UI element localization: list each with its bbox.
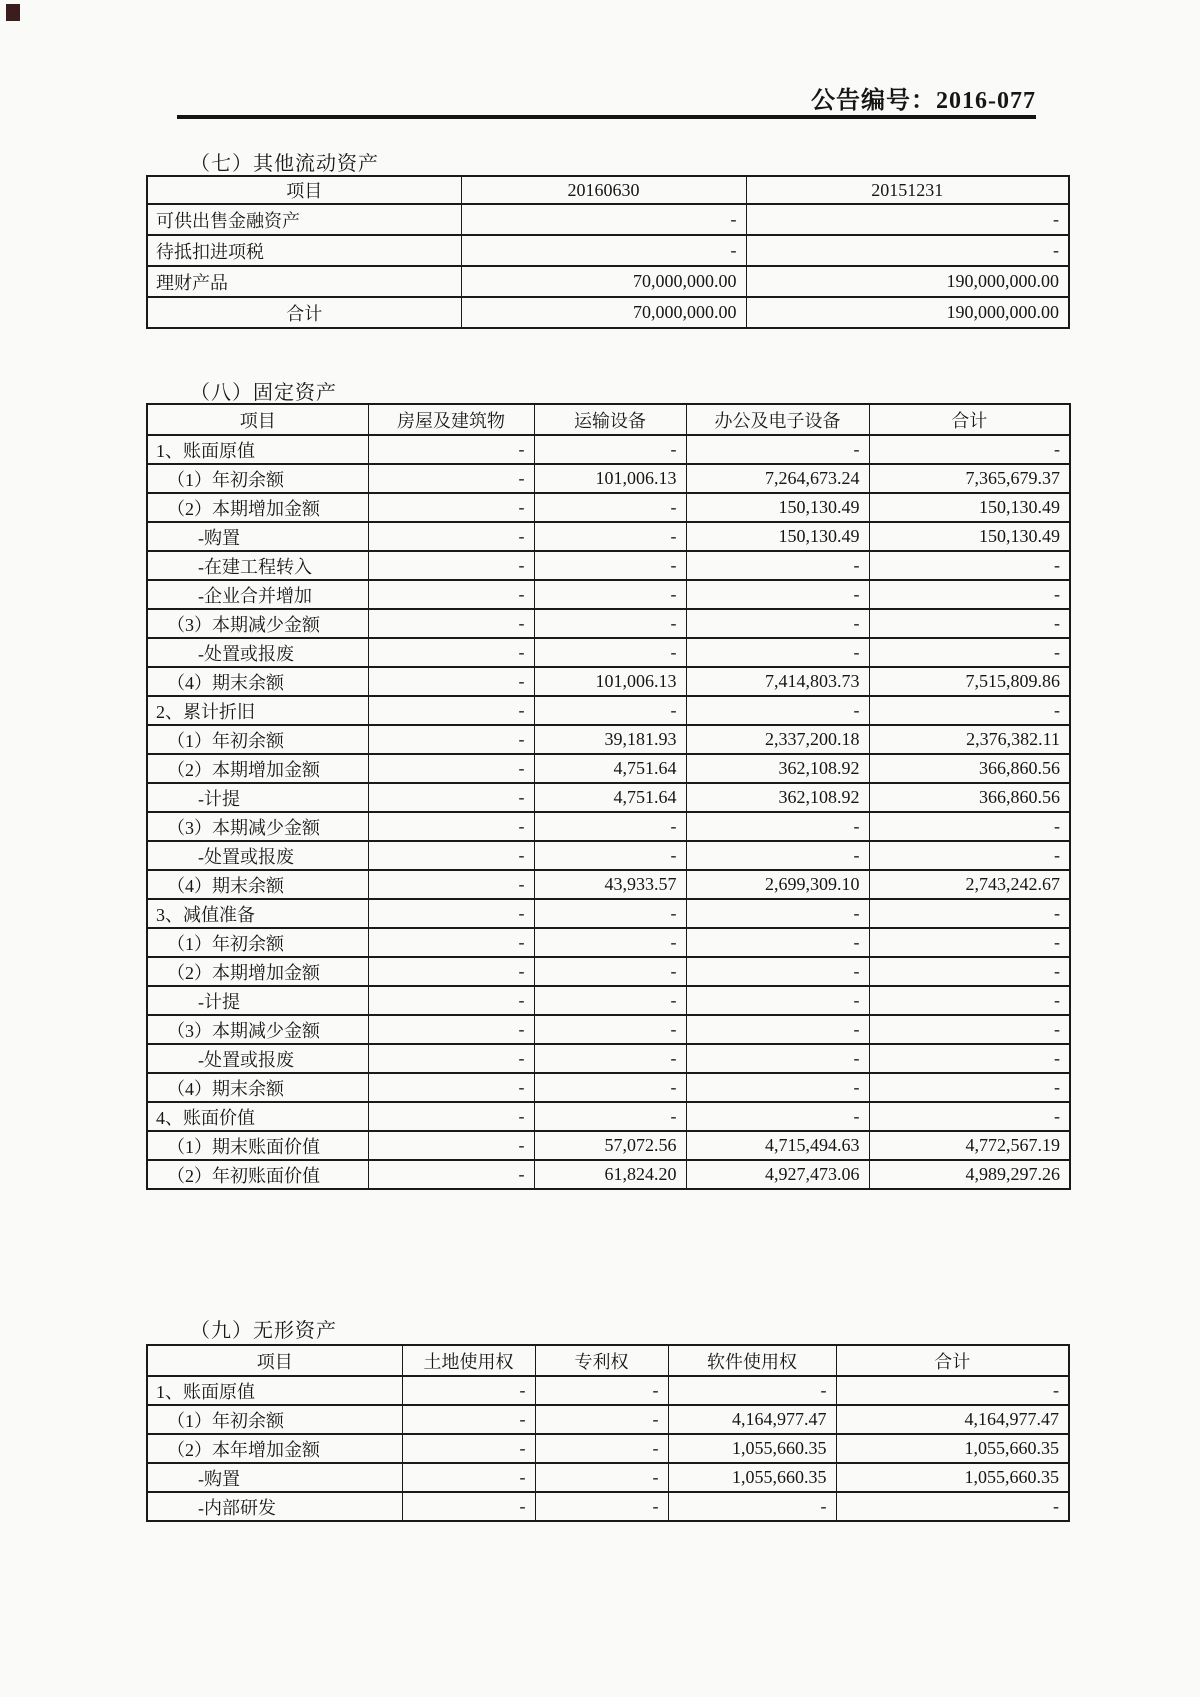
section-title-intangible-assets: （九）无形资产 [190, 1320, 337, 1342]
table-row [147, 609, 1070, 638]
row-label: -计提 [147, 986, 368, 1015]
section-title-other-current-assets: （七）其他流动资产 [190, 153, 379, 175]
cell-value: - [368, 580, 534, 609]
table-row [147, 522, 1070, 551]
cell-value: 190,000,000.00 [746, 266, 1069, 297]
cell-value: - [368, 986, 534, 1015]
cell-value: - [534, 1015, 686, 1044]
cell-value: - [686, 696, 869, 725]
table-row [147, 297, 1069, 328]
cell-value: - [534, 522, 686, 551]
cell-value: - [534, 812, 686, 841]
row-label: 3、减值准备 [147, 899, 368, 928]
row-label: -购置 [147, 522, 368, 551]
cell-value: 4,989,297.26 [869, 1160, 1070, 1189]
row-label: （2）本期增加金额 [147, 957, 368, 986]
row-label: （4）期末余额 [147, 1073, 368, 1102]
column-header: 软件使用权 [668, 1345, 836, 1376]
column-header: 房屋及建筑物 [368, 404, 534, 435]
cell-value: 4,164,977.47 [668, 1405, 836, 1434]
cell-value: - [368, 667, 534, 696]
cell-value: - [534, 986, 686, 1015]
row-label: 2、累计折旧 [147, 696, 368, 725]
cell-value: - [686, 986, 869, 1015]
fixed-assets-table [146, 403, 1071, 1190]
cell-value: - [535, 1434, 668, 1463]
row-label: -处置或报废 [147, 1044, 368, 1073]
cell-value: - [869, 841, 1070, 870]
cell-value: 366,860.56 [869, 783, 1070, 812]
cell-value: 4,927,473.06 [686, 1160, 869, 1189]
cell-value: - [368, 1102, 534, 1131]
table-row [147, 870, 1070, 899]
cell-value: 4,772,567.19 [869, 1131, 1070, 1160]
notice-number: 公告编号：2016-077 [811, 88, 1036, 114]
cell-value: - [368, 957, 534, 986]
table-row [147, 1073, 1070, 1102]
header-row [147, 176, 1069, 204]
cell-value: - [534, 1073, 686, 1102]
row-label: （1）期末账面价值 [147, 1131, 368, 1160]
cell-value: - [368, 812, 534, 841]
cell-value: 362,108.92 [686, 754, 869, 783]
cell-value: - [534, 638, 686, 667]
cell-value: - [368, 435, 534, 464]
cell-value: 150,130.49 [869, 522, 1070, 551]
cell-value: 7,264,673.24 [686, 464, 869, 493]
cell-value: 4,715,494.63 [686, 1131, 869, 1160]
cell-value: 101,006.13 [534, 464, 686, 493]
cell-value: - [368, 841, 534, 870]
cell-value: - [534, 841, 686, 870]
cell-value: - [686, 435, 869, 464]
row-label: （4）期末余额 [147, 870, 368, 899]
cell-value: - [686, 1102, 869, 1131]
cell-value: - [869, 928, 1070, 957]
cell-value: - [836, 1492, 1069, 1521]
row-label: （3）本期减少金额 [147, 812, 368, 841]
cell-value: - [368, 899, 534, 928]
table-row [147, 1492, 1069, 1521]
cell-value: - [368, 870, 534, 899]
cell-value: - [686, 928, 869, 957]
cell-value: - [402, 1405, 535, 1434]
row-label: -内部研发 [147, 1492, 402, 1521]
cell-value: - [869, 1015, 1070, 1044]
cell-value: - [836, 1376, 1069, 1405]
cell-value: - [535, 1405, 668, 1434]
cell-value: - [686, 812, 869, 841]
cell-value: 70,000,000.00 [461, 297, 746, 328]
table-row [147, 1160, 1070, 1189]
cell-value: - [534, 696, 686, 725]
cell-value: - [402, 1376, 535, 1405]
cell-value: 1,055,660.35 [836, 1434, 1069, 1463]
cell-value: - [534, 957, 686, 986]
table-row [147, 783, 1070, 812]
cell-value: 7,515,809.86 [869, 667, 1070, 696]
section-title-fixed-assets: （八）固定资产 [190, 382, 337, 404]
cell-value: - [368, 725, 534, 754]
cell-value: - [869, 638, 1070, 667]
row-label: -计提 [147, 783, 368, 812]
cell-value: - [534, 609, 686, 638]
cell-value: - [869, 986, 1070, 1015]
table-row [147, 638, 1070, 667]
table-row [147, 899, 1070, 928]
column-header: 20151231 [746, 176, 1069, 204]
cell-value: 4,164,977.47 [836, 1405, 1069, 1434]
intangible-assets-table [146, 1344, 1070, 1522]
cell-value: - [686, 638, 869, 667]
table-row [147, 725, 1070, 754]
table-row [147, 551, 1070, 580]
table-row [147, 1405, 1069, 1434]
table-row [147, 1131, 1070, 1160]
cell-value: - [534, 899, 686, 928]
cell-value: - [869, 1044, 1070, 1073]
table-row [147, 1434, 1069, 1463]
cell-value: 2,376,382.11 [869, 725, 1070, 754]
table-row [147, 957, 1070, 986]
row-label: （1）年初余额 [147, 725, 368, 754]
cell-value: 1,055,660.35 [836, 1463, 1069, 1492]
cell-value: - [869, 551, 1070, 580]
row-label: （1）年初余额 [147, 464, 368, 493]
cell-value: - [746, 235, 1069, 266]
cell-value: 190,000,000.00 [746, 297, 1069, 328]
table-row [147, 986, 1070, 1015]
cell-value: - [535, 1463, 668, 1492]
cell-value: 2,699,309.10 [686, 870, 869, 899]
cell-value: - [686, 899, 869, 928]
table-row [147, 204, 1069, 235]
table-row [147, 928, 1070, 957]
cell-value: - [535, 1492, 668, 1521]
row-label: 理财产品 [147, 266, 461, 297]
row-label: -处置或报废 [147, 638, 368, 667]
cell-value: - [534, 928, 686, 957]
cell-value: - [686, 957, 869, 986]
row-label: 1、账面原值 [147, 1376, 402, 1405]
table-row [147, 464, 1070, 493]
column-header: 项目 [147, 1345, 402, 1376]
table-row [147, 1376, 1069, 1405]
table-row [147, 493, 1070, 522]
cell-value: 366,860.56 [869, 754, 1070, 783]
cell-value: - [368, 696, 534, 725]
cell-value: 1,055,660.35 [668, 1434, 836, 1463]
table-row [147, 1102, 1070, 1131]
cell-value: 4,751.64 [534, 754, 686, 783]
cell-value: - [686, 609, 869, 638]
cell-value: - [686, 841, 869, 870]
cell-value: 150,130.49 [869, 493, 1070, 522]
row-label: 1、账面原值 [147, 435, 368, 464]
column-header: 合计 [836, 1345, 1069, 1376]
header-row [147, 404, 1070, 435]
cell-value: - [869, 609, 1070, 638]
row-label: 待抵扣进项税 [147, 235, 461, 266]
cell-value: 57,072.56 [534, 1131, 686, 1160]
cell-value: - [368, 551, 534, 580]
cell-value: 362,108.92 [686, 783, 869, 812]
other-current-assets-table [146, 175, 1070, 329]
cell-value: 61,824.20 [534, 1160, 686, 1189]
column-header: 运输设备 [534, 404, 686, 435]
table-row [147, 812, 1070, 841]
table-row [147, 841, 1070, 870]
row-label: （2）本期增加金额 [147, 493, 368, 522]
row-label: -购置 [147, 1463, 402, 1492]
row-label: -处置或报废 [147, 841, 368, 870]
row-label: （3）本期减少金额 [147, 609, 368, 638]
cell-value: - [368, 638, 534, 667]
table-row [147, 667, 1070, 696]
cell-value: - [686, 1073, 869, 1102]
cell-value: - [402, 1434, 535, 1463]
table-row [147, 1015, 1070, 1044]
cell-value: - [869, 696, 1070, 725]
table-row [147, 435, 1070, 464]
row-label: （1）年初余额 [147, 928, 368, 957]
column-header: 合计 [869, 404, 1070, 435]
cell-value: - [869, 435, 1070, 464]
table-row [147, 266, 1069, 297]
cell-value: - [368, 493, 534, 522]
row-label: （4）期末余额 [147, 667, 368, 696]
cell-value: - [402, 1463, 535, 1492]
cell-value: - [869, 812, 1070, 841]
cell-value: 2,743,242.67 [869, 870, 1070, 899]
column-header: 项目 [147, 176, 461, 204]
table-row [147, 696, 1070, 725]
cell-value: - [368, 754, 534, 783]
column-header: 办公及电子设备 [686, 404, 869, 435]
row-label: -企业合并增加 [147, 580, 368, 609]
cell-value: - [535, 1376, 668, 1405]
column-header: 20160630 [461, 176, 746, 204]
table-row [147, 754, 1070, 783]
column-header: 专利权 [535, 1345, 668, 1376]
table-row [147, 235, 1069, 266]
cell-value: 2,337,200.18 [686, 725, 869, 754]
cell-value: - [534, 1044, 686, 1073]
cell-value: 1,055,660.35 [668, 1463, 836, 1492]
row-label: 合计 [147, 297, 461, 328]
cell-value: - [534, 580, 686, 609]
header-rule [177, 115, 1036, 119]
cell-value: 150,130.49 [686, 493, 869, 522]
cell-value: - [668, 1492, 836, 1521]
header-row [147, 1345, 1069, 1376]
cell-value: 7,365,679.37 [869, 464, 1070, 493]
cell-value: - [686, 1015, 869, 1044]
column-header: 项目 [147, 404, 368, 435]
row-label: -在建工程转入 [147, 551, 368, 580]
cell-value: - [534, 1102, 686, 1131]
row-label: （3）本期减少金额 [147, 1015, 368, 1044]
cell-value: - [368, 1131, 534, 1160]
cell-value: - [534, 551, 686, 580]
cell-value: - [686, 551, 869, 580]
table-row [147, 1044, 1070, 1073]
cell-value: - [534, 493, 686, 522]
scan-artifact [6, 4, 20, 21]
cell-value: 70,000,000.00 [461, 266, 746, 297]
cell-value: 7,414,803.73 [686, 667, 869, 696]
row-label: 可供出售金融资产 [147, 204, 461, 235]
cell-value: 101,006.13 [534, 667, 686, 696]
table-row [147, 1463, 1069, 1492]
row-label: （2）本期增加金额 [147, 754, 368, 783]
cell-value: - [368, 522, 534, 551]
cell-value: 4,751.64 [534, 783, 686, 812]
cell-value: - [746, 204, 1069, 235]
cell-value: - [368, 464, 534, 493]
row-label: （1）年初余额 [147, 1405, 402, 1434]
cell-value: - [368, 1073, 534, 1102]
cell-value: - [686, 580, 869, 609]
cell-value: - [869, 899, 1070, 928]
row-label: 4、账面价值 [147, 1102, 368, 1131]
column-header: 土地使用权 [402, 1345, 535, 1376]
cell-value: - [368, 1044, 534, 1073]
cell-value: - [368, 1015, 534, 1044]
cell-value: - [368, 609, 534, 638]
cell-value: 39,181.93 [534, 725, 686, 754]
cell-value: - [869, 1102, 1070, 1131]
cell-value: - [402, 1492, 535, 1521]
cell-value: - [668, 1376, 836, 1405]
row-label: （2）本年增加金额 [147, 1434, 402, 1463]
cell-value: - [461, 204, 746, 235]
cell-value: - [368, 928, 534, 957]
cell-value: - [869, 957, 1070, 986]
cell-value: - [869, 1073, 1070, 1102]
cell-value: 43,933.57 [534, 870, 686, 899]
cell-value: - [534, 435, 686, 464]
cell-value: - [869, 580, 1070, 609]
cell-value: 150,130.49 [686, 522, 869, 551]
cell-value: - [461, 235, 746, 266]
row-label: （2）年初账面价值 [147, 1160, 368, 1189]
table-row [147, 580, 1070, 609]
cell-value: - [686, 1044, 869, 1073]
cell-value: - [368, 783, 534, 812]
cell-value: - [368, 1160, 534, 1189]
